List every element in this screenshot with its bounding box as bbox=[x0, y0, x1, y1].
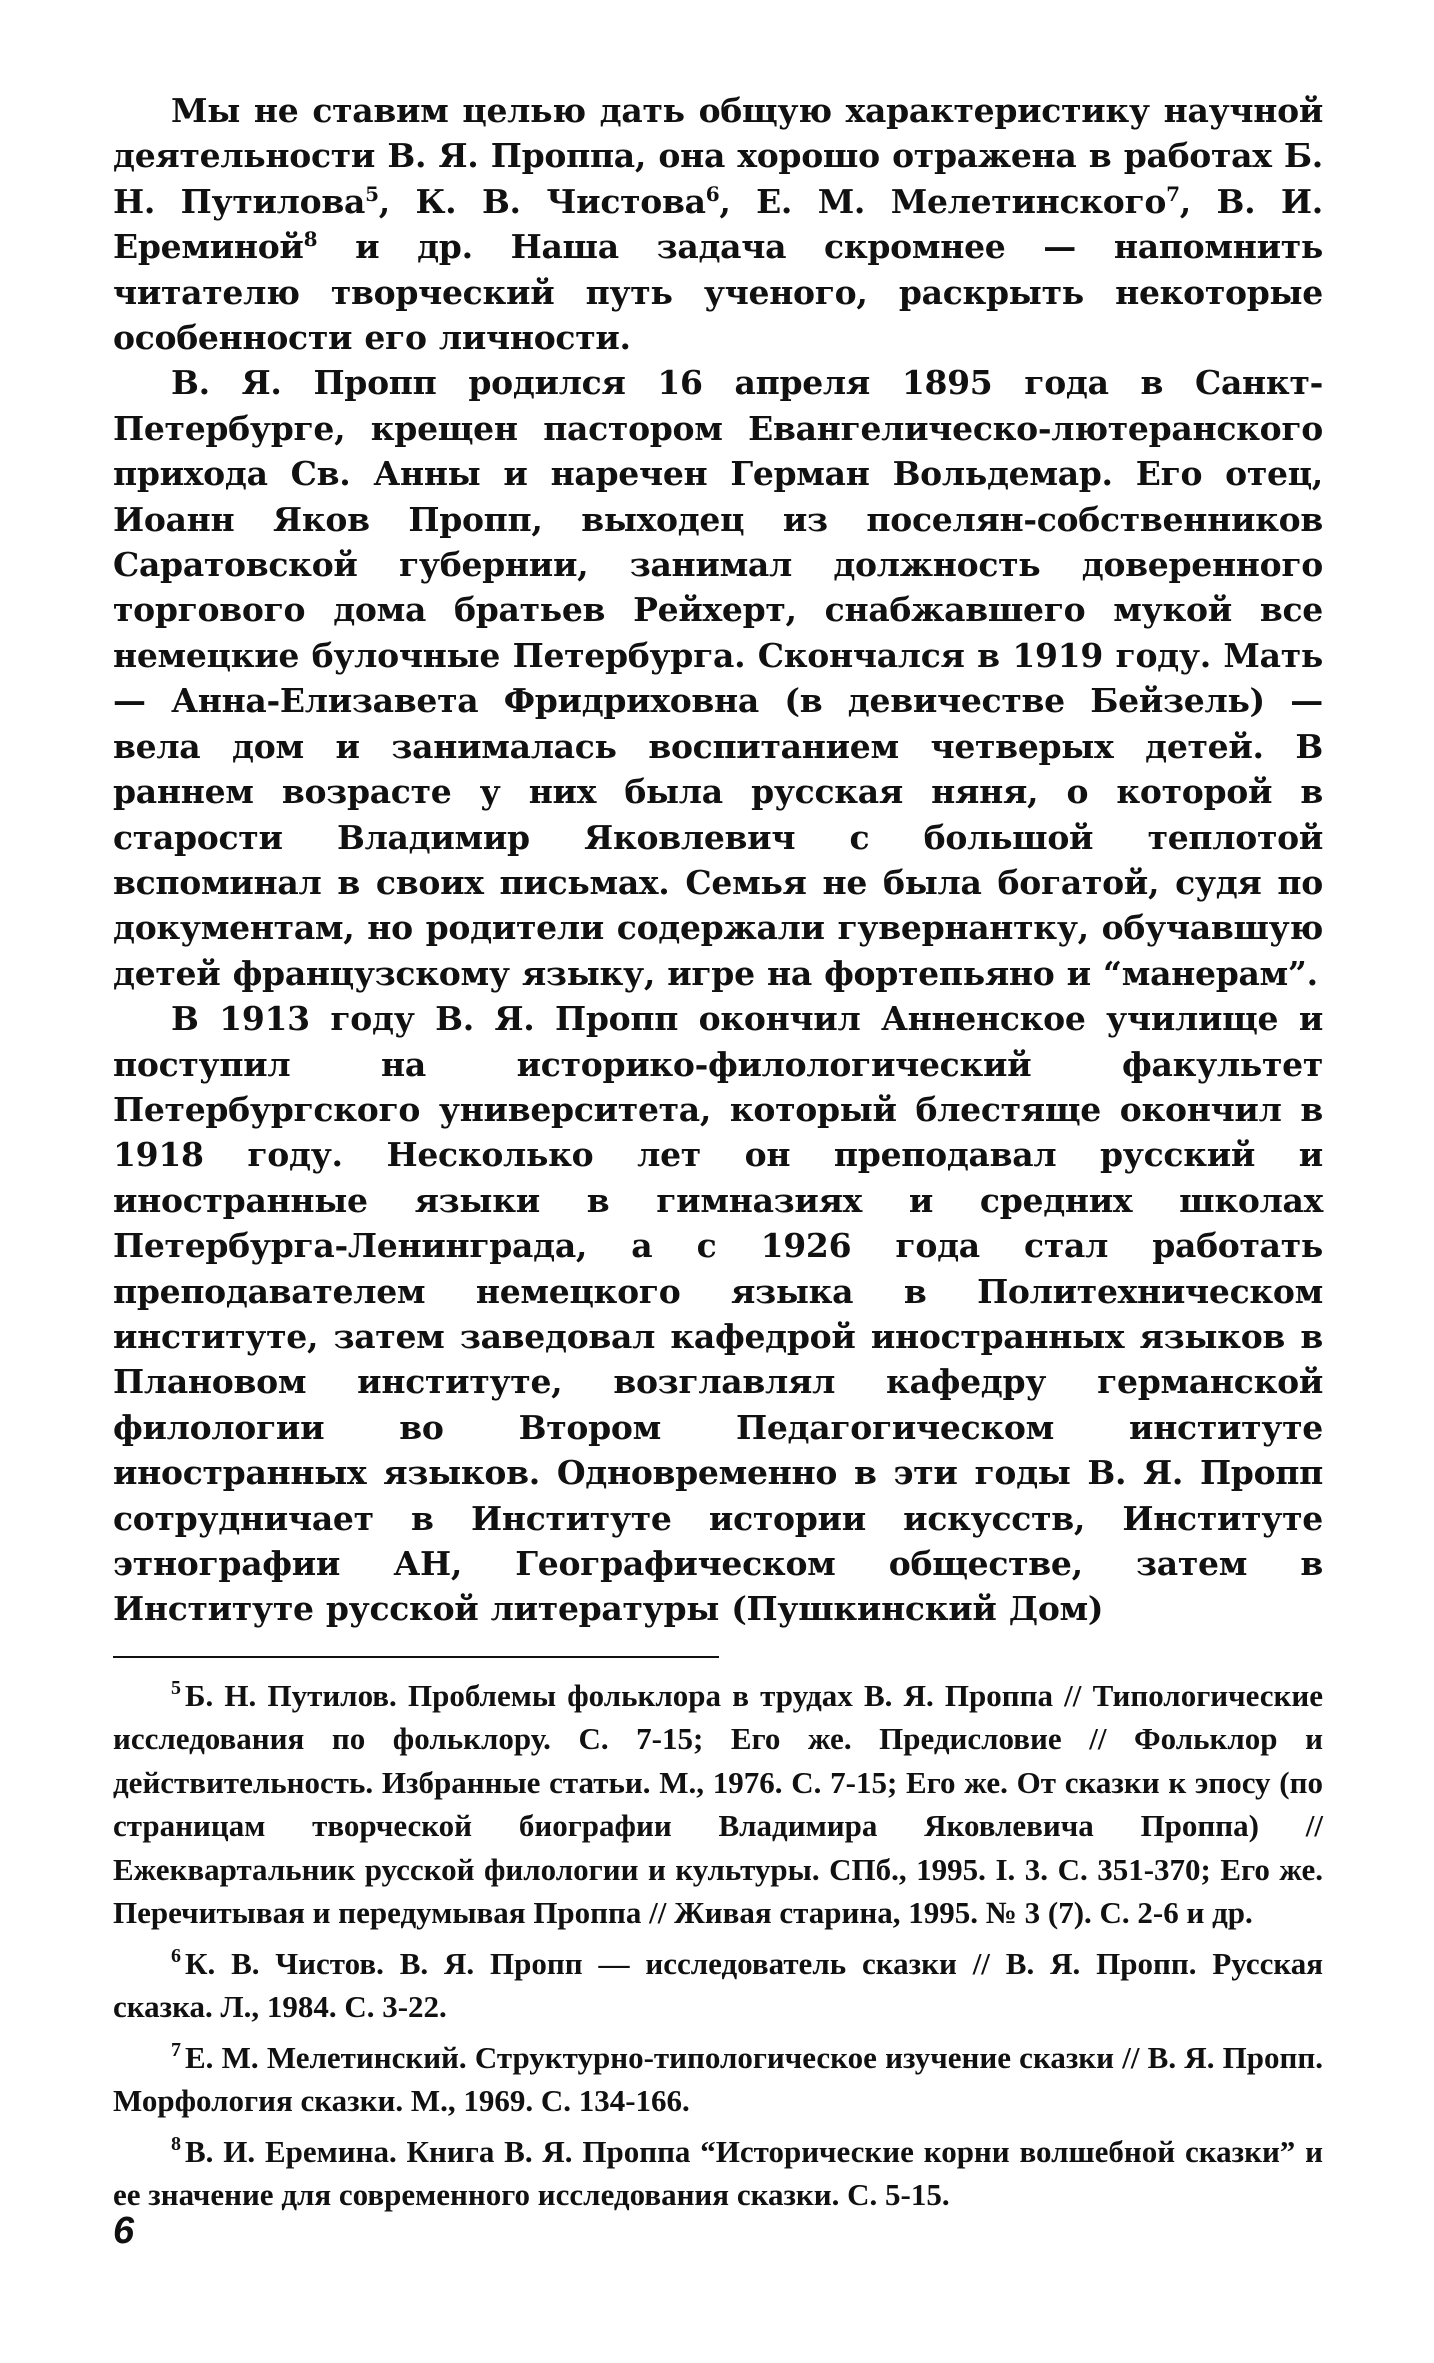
footnote-text: В. И. Еремина. Книга В. Я. Проппа “Исторические корни волшебной сказки” и ее значение для современного исследования сказки. С. 5-15. bbox=[113, 2133, 1323, 2213]
footnote-6 bbox=[113, 1942, 1323, 2029]
footnote-separator bbox=[113, 1656, 719, 1658]
footnote-text: К. В. Чистов. В. Я. Пропп — исследователь сказки // В. Я. Пропп. Русская сказка. Л., 1984. С. 3-22. bbox=[113, 1945, 1323, 2025]
page bbox=[113, 88, 1323, 2224]
footnote-ref-5[interactable]: 5 bbox=[365, 181, 379, 206]
footnote-ref-7[interactable]: 7 bbox=[1166, 181, 1180, 206]
footnote-ref-8[interactable]: 8 bbox=[303, 227, 318, 252]
footnote-marker: 5 bbox=[171, 1677, 181, 1700]
main-text bbox=[113, 88, 1323, 1632]
footnote-marker: 6 bbox=[171, 1945, 181, 1968]
footnote-8 bbox=[113, 2130, 1323, 2217]
footnote-text: Б. Н. Путилов. Проблемы фольклора в трудах В. Я. Проппа // Типологические исследования по фольклору. С. 7-15; Его же. Предисловие // Фольклор и действительность. Избранные статьи. М., 1976. С. 7-15; Его же. От сказки к эпосу (по страницам творческой биографии Владимира Яковлевича Проппа) // Ежеквартальник русской филологии и культуры. СПб., 1995. I. 3. С. 351-370; Его же. Перечитывая и передумывая Проппа // Живая старина, 1995. № 3 (7). С. 2-6 и др. bbox=[113, 1677, 1323, 1931]
paragraph-3 bbox=[113, 996, 1323, 1632]
footnote-ref-6[interactable]: 6 bbox=[705, 181, 720, 206]
footnote-marker: 7 bbox=[171, 2039, 181, 2062]
paragraph-1 bbox=[113, 88, 1323, 360]
page-number: 6 bbox=[113, 2210, 135, 2252]
paragraph-2 bbox=[113, 360, 1323, 996]
paragraph-3-text: В 1913 году В. Я. Пропп окончил Анненское училище и поступил на историко-филологический факультет Петербургского университета, который блестяще окончил в 1918 году. Несколько лет он преподавал русский и иностранные языки в гимназиях и средних школах Петербурга-Ленинграда, а с 1926 года стал работать преподавателем немецкого языка в Политехническом институте, затем заведовал кафедрой иностранных языков в Плановом институте, возглавлял кафедру германской филологии во Втором Педагогическом институте иностранных языков. Одновременно в эти годы В. Я. Пропп сотрудничает в Институте истории искусств, Институте этнографии АН, Географическом обществе, затем в Институте русской литературы (Пушкинский Дом) bbox=[113, 999, 1323, 1629]
paragraph-1-part-5: и др. Наша задача скромнее — напомнить читателю творческий путь ученого, раскрыть некоторые особенности его личности. bbox=[113, 227, 1323, 358]
paragraph-1-part-3: , Е. М. Мелетинского bbox=[719, 181, 1167, 221]
paragraph-2-text: В. Я. Пропп родился 16 апреля 1895 года в Санкт-Петербурге, крещен пастором Евангелическо-лютеранского прихода Св. Анны и наречен Герман Вольдемар. Его отец, Иоанн Яков Пропп, выходец из поселян-собственников Саратовской губернии, занимал должность доверенного торгового дома братьев Рейхерт, снабжавшего мукой все немецкие булочные Петербурга. Скончался в 1919 году. Мать — Анна-Елизавета Фридриховна (в девичестве Бейзель) — вела дом и занималась воспитанием четверых детей. В раннем возрасте у них была русская няня, о которой в старости Владимир Яковлевич с большой теплотой вспоминал в своих письмах. Семья не была богатой, судя по документам, но родители содержали гувернантку, обучавшую детей французскому языку, игре на фортепьяно и “манерам”. bbox=[113, 363, 1323, 993]
paragraph-1-part-1: Мы не ставим целью дать общую характеристику научной деятельности В. Я. Проппа, она хорошо отражена в работах Б. Н. Путилова bbox=[113, 91, 1323, 221]
footnote-7 bbox=[113, 2036, 1323, 2123]
paragraph-1-part-2: , К. В. Чистова bbox=[378, 181, 706, 221]
footnote-marker: 8 bbox=[171, 2133, 181, 2156]
footnote-5 bbox=[113, 1674, 1323, 1935]
footnote-text: Е. М. Мелетинский. Структурно-типологическое изучение сказки // В. Я. Пропп. Морфология сказки. М., 1969. С. 134-166. bbox=[113, 2039, 1323, 2119]
footnotes bbox=[113, 1674, 1323, 2217]
paragraph-1-part-4: , В. И. Ереминой bbox=[113, 181, 1323, 267]
